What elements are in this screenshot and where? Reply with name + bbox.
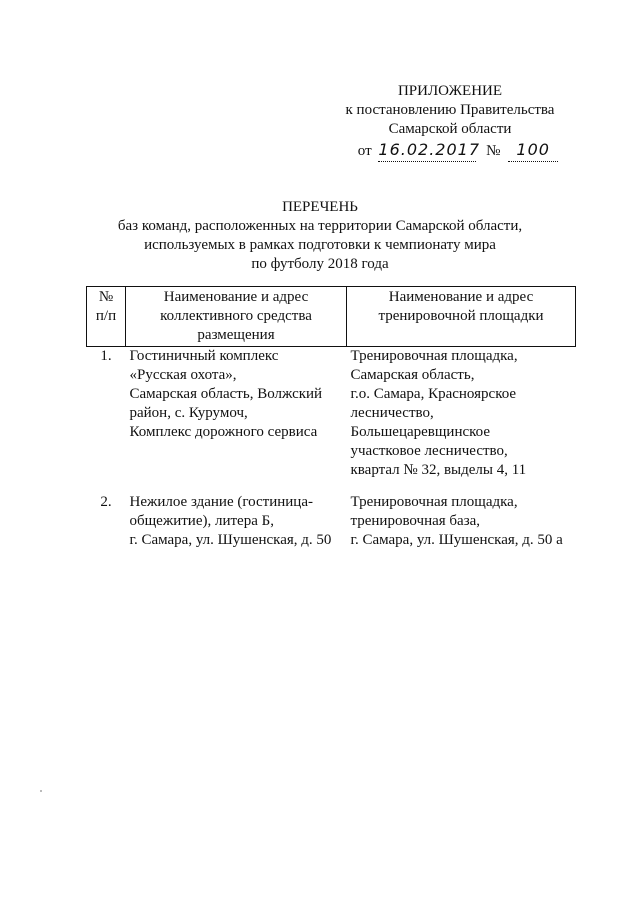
cell-line: тренировочная база, bbox=[350, 513, 481, 529]
from-label: от bbox=[357, 143, 372, 159]
cell-line: Гостиничный комплекс bbox=[129, 348, 279, 364]
header-number bbox=[87, 287, 126, 347]
table-body bbox=[87, 347, 576, 551]
number-label: № bbox=[486, 143, 501, 159]
header-line: Наименование и адрес bbox=[163, 289, 309, 305]
title-line-3: по футболу 2018 года bbox=[251, 256, 389, 272]
cell-line: Самарская область, Волжский bbox=[129, 386, 323, 402]
header-line: размещения bbox=[197, 327, 275, 343]
cell-line: общежитие), литера Б, bbox=[129, 513, 274, 529]
cell-line: район, с. Курумоч, bbox=[129, 405, 248, 421]
cell-line: Большецаревщинское bbox=[350, 424, 491, 440]
title-heading: ПЕРЕЧЕНЬ bbox=[282, 199, 358, 215]
appendix-line-1: к постановлению Правительства bbox=[345, 102, 555, 118]
cell-line: Комплекс дорожного сервиса bbox=[129, 424, 318, 440]
handwritten-date: 16.02.2017 bbox=[378, 140, 480, 159]
table-header bbox=[87, 287, 576, 347]
cell-line: г.о. Самара, Красноярское bbox=[350, 386, 517, 402]
cell-line: г. Самара, ул. Шушенская, д. 50 bbox=[129, 532, 332, 548]
cell-line: г. Самара, ул. Шушенская, д. 50 а bbox=[350, 532, 563, 548]
accommodation-cell bbox=[126, 347, 347, 481]
header-line: Наименование и адрес bbox=[388, 289, 534, 305]
training-cell bbox=[347, 480, 576, 550]
resolution-reference bbox=[358, 140, 558, 162]
header-line: тренировочной площадки bbox=[378, 308, 544, 324]
cell-line: Нежилое здание (гостиница- bbox=[129, 494, 313, 510]
cell-line: лесничество, bbox=[350, 405, 434, 421]
table-row bbox=[87, 480, 576, 550]
appendix-heading: ПРИЛОЖЕНИЕ bbox=[397, 83, 503, 99]
cell-line: Самарская область, bbox=[350, 367, 475, 383]
cell-line: участковое лесничество, bbox=[350, 443, 508, 459]
number-blank bbox=[508, 140, 558, 162]
row-number: 1. bbox=[100, 348, 112, 364]
teams-bases-table bbox=[86, 286, 576, 550]
header-line: № bbox=[98, 289, 114, 305]
cell-line: Тренировочная площадка, bbox=[350, 494, 518, 510]
handwritten-number: 100 bbox=[516, 140, 550, 159]
scan-speck bbox=[40, 790, 42, 792]
appendix-line-2: Самарской области bbox=[388, 121, 512, 137]
appendix-block bbox=[300, 82, 600, 162]
cell-line: Тренировочная площадка, bbox=[350, 348, 518, 364]
accommodation-cell bbox=[126, 480, 347, 550]
cell-line: «Русская охота», bbox=[129, 367, 237, 383]
document-title bbox=[60, 198, 580, 274]
title-line-1: баз команд, расположенных на территории Самарской области, bbox=[117, 218, 523, 234]
header-training bbox=[347, 287, 576, 347]
header-line: коллективного средства bbox=[160, 308, 312, 324]
row-number: 2. bbox=[100, 494, 112, 510]
date-blank bbox=[378, 140, 480, 162]
table-header-row bbox=[87, 287, 576, 347]
header-accommodation bbox=[126, 287, 347, 347]
title-line-2: используемых в рамках подготовки к чемпионату мира bbox=[144, 237, 496, 253]
training-cell bbox=[347, 347, 576, 481]
header-line: п/п bbox=[95, 308, 117, 324]
table-row bbox=[87, 347, 576, 481]
cell-line: квартал № 32, выделы 4, 11 bbox=[350, 462, 527, 478]
